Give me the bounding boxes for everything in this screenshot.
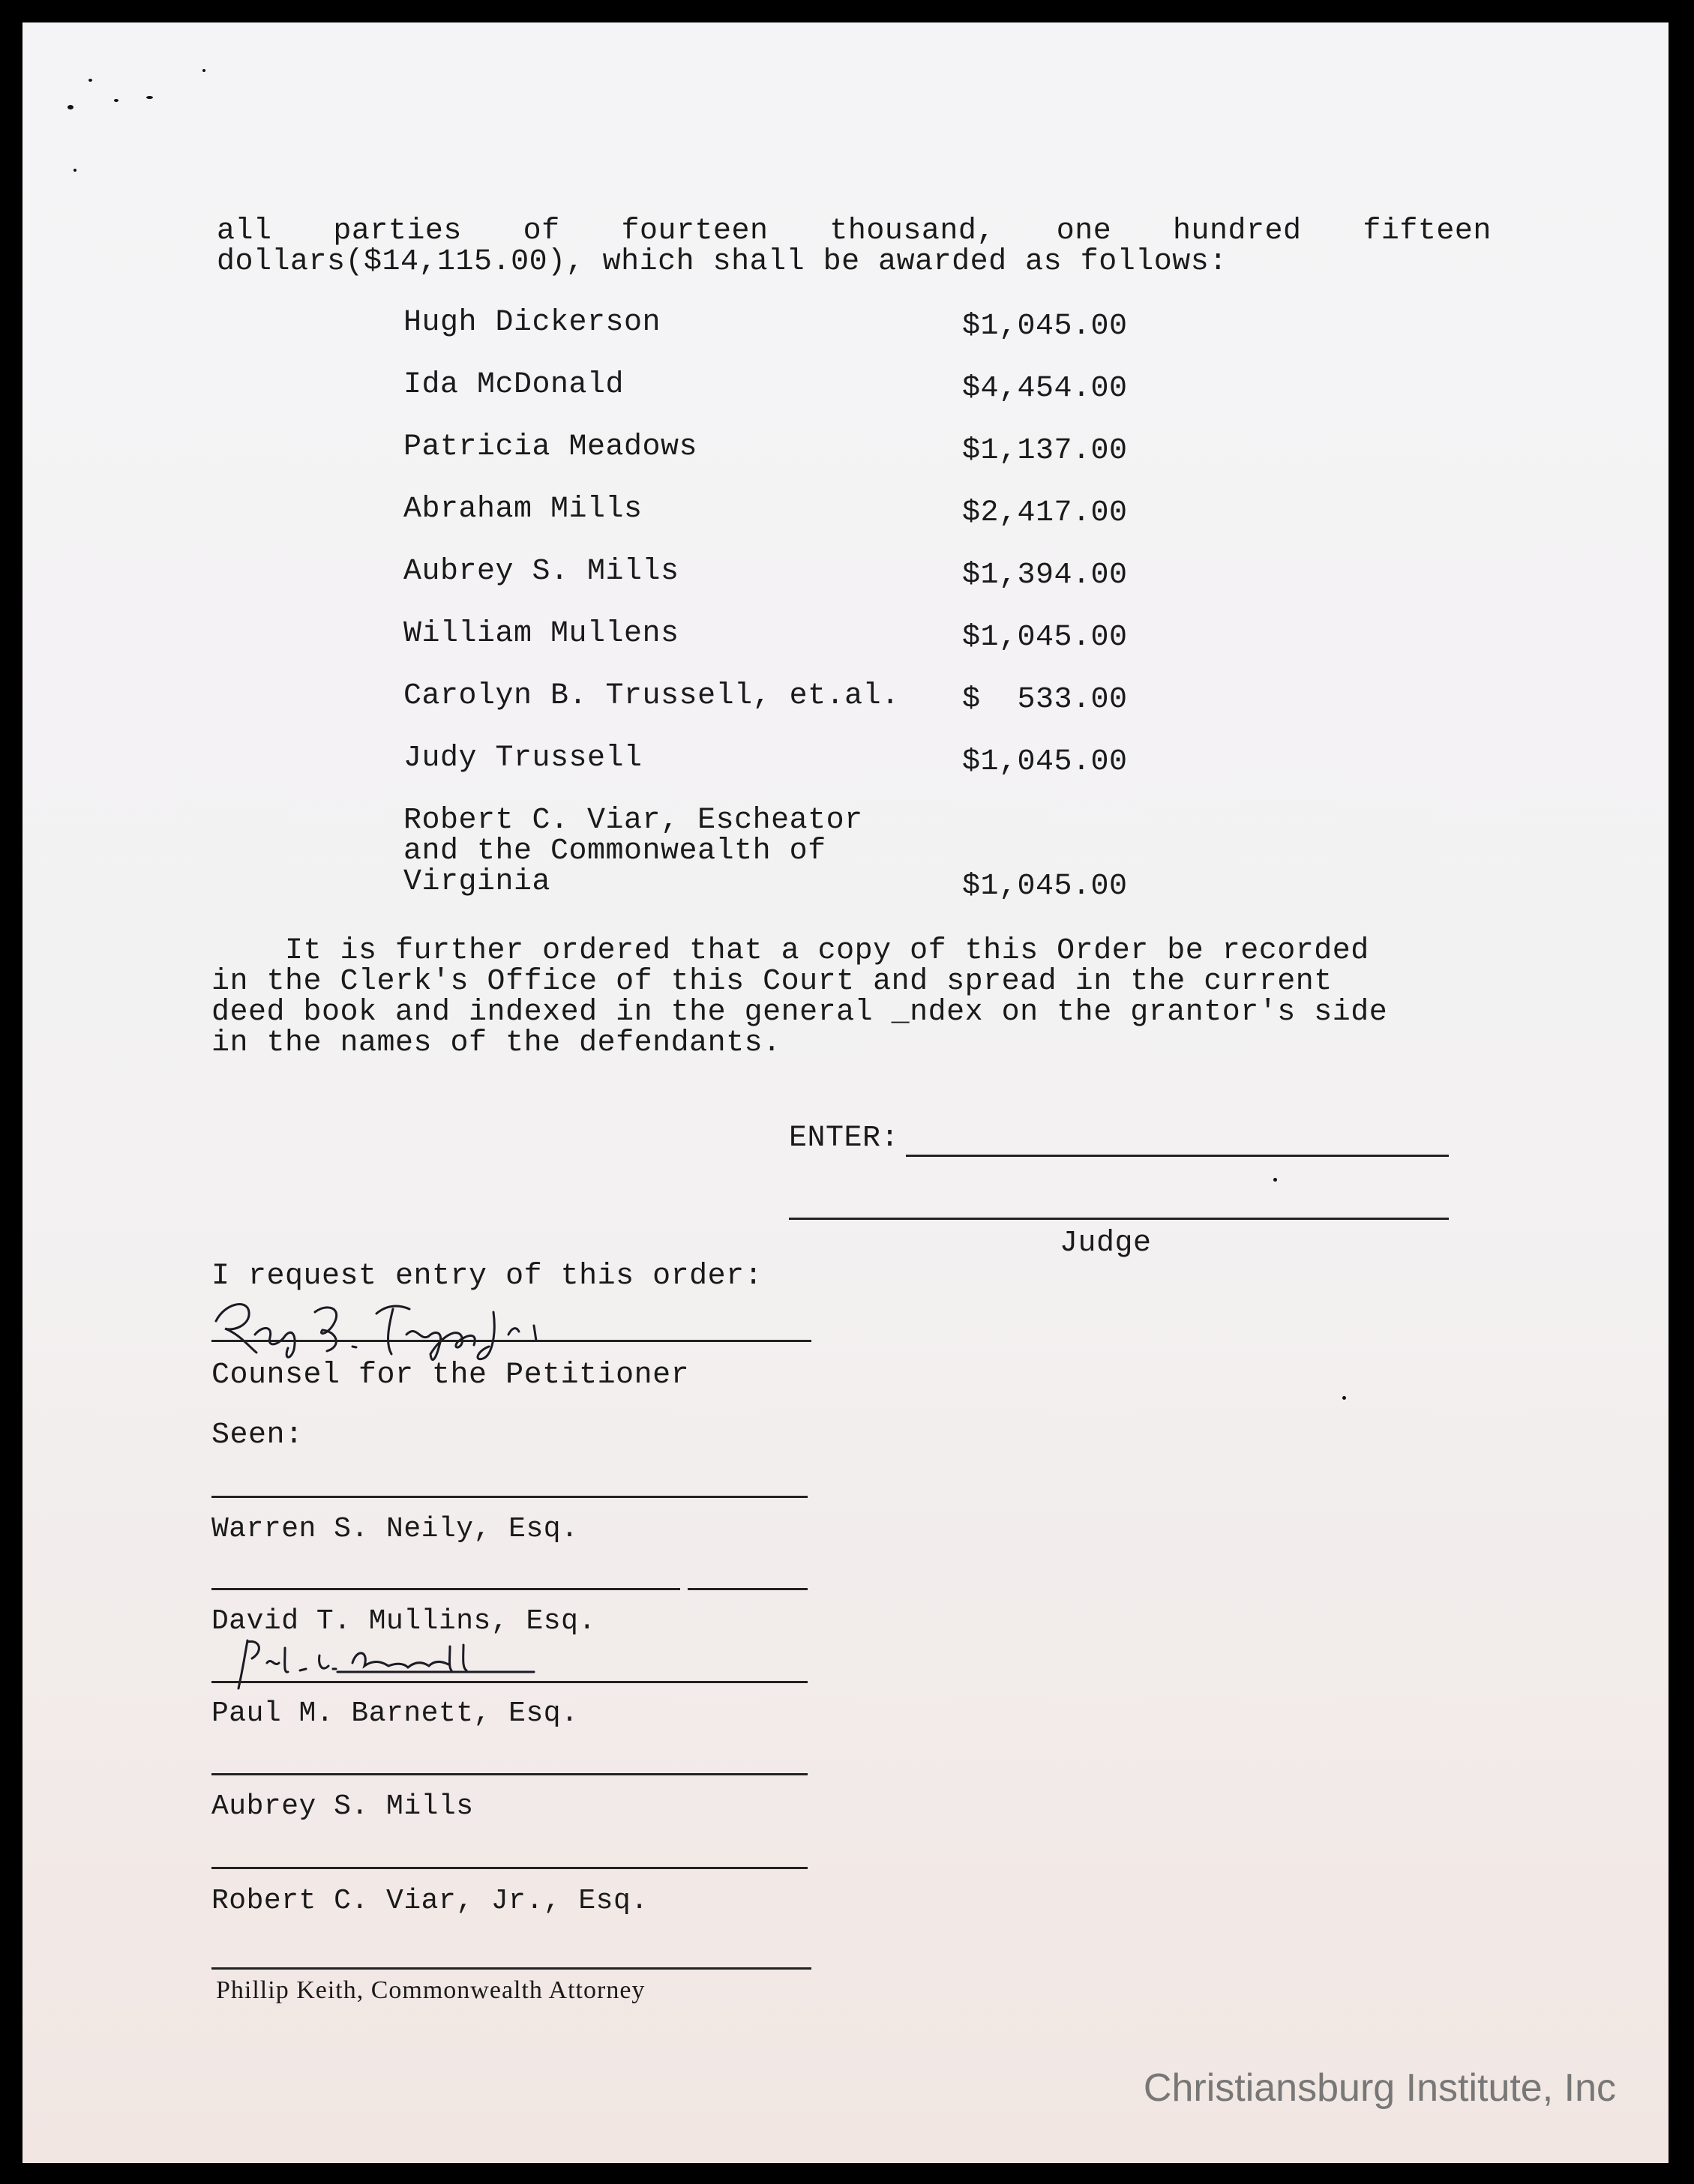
signatory-name: Aubrey S. Mills <box>211 1790 474 1823</box>
award-amount: $1,045.00 <box>962 745 1128 779</box>
award-amount: $1,137.00 <box>962 434 1128 468</box>
award-amount: $1,045.00 <box>962 621 1128 655</box>
speck <box>202 69 205 72</box>
counsel-signature-line <box>211 1340 811 1342</box>
award-name: Aubrey S. Mills <box>403 555 679 589</box>
award-name: Carolyn B. Trussell, et.al. <box>403 679 900 713</box>
word: fourteen <box>621 214 769 248</box>
award-name: Ida McDonald <box>403 368 625 402</box>
paragraph-line: It is further ordered that a copy of this Order be recorded <box>211 934 1369 968</box>
speck <box>67 105 73 109</box>
signatory-name: Paul M. Barnett, Esq. <box>211 1697 579 1730</box>
judge-signature-line <box>789 1218 1449 1220</box>
signature-line <box>211 1967 811 1970</box>
barnett-signature <box>225 1633 540 1693</box>
signature-line <box>211 1867 808 1869</box>
award-amount: $4,454.00 <box>962 372 1128 406</box>
counsel-signature <box>195 1282 630 1365</box>
word: thousand, <box>829 214 995 248</box>
speck <box>1342 1396 1346 1400</box>
opening-line-2: dollars($14,115.00), which shall be awarded as follows: <box>217 245 1228 279</box>
document-page <box>22 22 1669 2163</box>
award-name: Judy Trussell <box>403 741 643 775</box>
enter-signature-line <box>906 1155 1449 1157</box>
signatory-name: Robert C. Viar, Jr., Esq. <box>211 1885 649 1917</box>
award-name: Abraham Mills <box>403 493 643 526</box>
signature-line <box>688 1588 808 1590</box>
speck <box>73 169 76 172</box>
word: all <box>217 214 272 248</box>
opening-line-1 <box>217 216 1492 247</box>
signatory-name: David T. Mullins, Esq. <box>211 1605 596 1637</box>
award-amount: $1,045.00 <box>962 310 1128 343</box>
paragraph-line: in the names of the defendants. <box>211 1026 781 1060</box>
watermark: Christiansburg Institute, Inc <box>1143 2066 1616 2110</box>
word: fifteen <box>1363 214 1492 248</box>
word: hundred <box>1173 214 1302 248</box>
award-amount: $ 533.00 <box>962 683 1128 717</box>
award-name: Hugh Dickerson <box>403 306 661 340</box>
signatory-name: Phillip Keith, Commonwealth Attorney <box>216 1976 646 2004</box>
award-name: and the Commonwealth of <box>403 834 826 868</box>
award-name: Robert C. Viar, Escheator <box>403 804 863 837</box>
award-amount: $2,417.00 <box>962 496 1128 530</box>
award-name: Patricia Meadows <box>403 430 698 464</box>
paragraph-line: deed book and indexed in the general _ndex on the grantor's side <box>211 996 1388 1029</box>
signature-line <box>211 1588 680 1590</box>
seen-label: Seen: <box>211 1419 304 1452</box>
signature-line <box>211 1773 808 1775</box>
speck <box>1273 1178 1277 1182</box>
judge-label: Judge <box>1060 1227 1152 1260</box>
speck <box>88 79 92 82</box>
speck <box>146 96 153 99</box>
word: parties <box>333 214 462 248</box>
word: of <box>523 214 560 248</box>
award-name: William Mullens <box>403 617 679 651</box>
signature-line <box>211 1681 808 1683</box>
award-name: Virginia <box>403 865 551 899</box>
counsel-label: Counsel for the Petitioner <box>211 1359 690 1392</box>
signature-line <box>211 1496 808 1498</box>
enter-label: ENTER: <box>789 1122 900 1155</box>
word: one <box>1056 214 1112 248</box>
speck <box>114 99 118 102</box>
award-amount: $1,394.00 <box>962 559 1128 592</box>
paragraph-line: in the Clerk's Office of this Court and spread in the current <box>211 965 1333 999</box>
signatory-name: Warren S. Neily, Esq. <box>211 1513 579 1545</box>
request-entry-line: I request entry of this order: <box>211 1260 763 1293</box>
award-amount: $1,045.00 <box>962 870 1128 903</box>
